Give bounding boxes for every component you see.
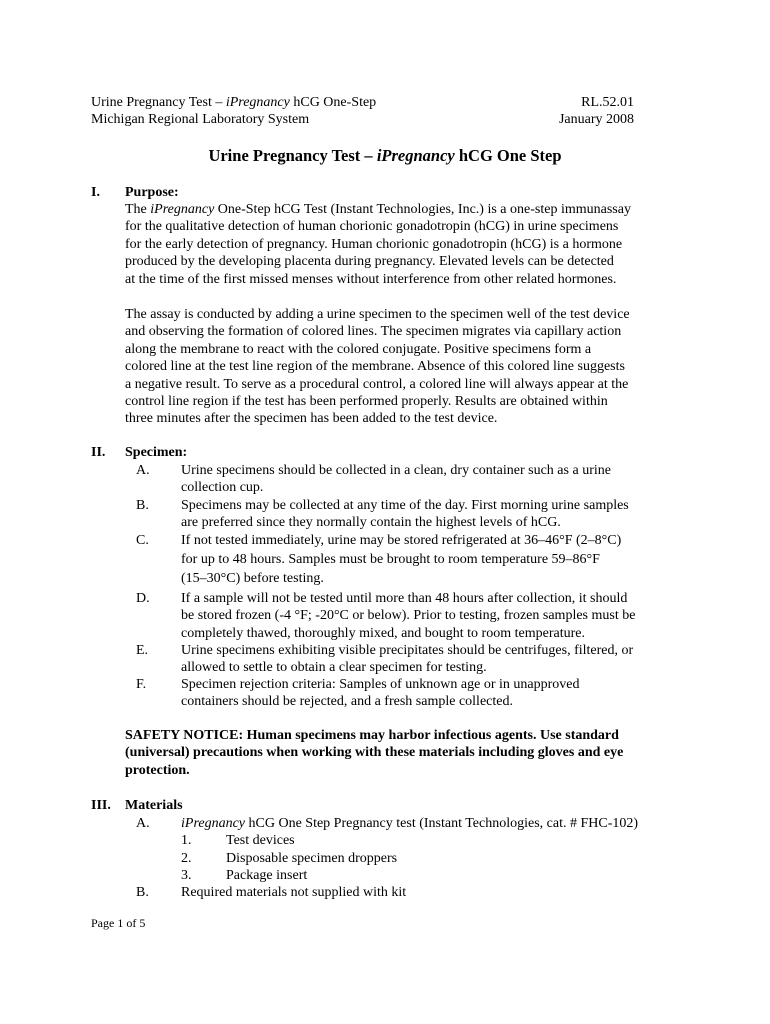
- sub-item-number: 2.: [181, 851, 192, 866]
- section-2-number: II.: [91, 445, 106, 460]
- safety-notice: SAFETY NOTICE: Human specimens may harbor infectious agents. Use standard (universal) precautions when working with these materials including gloves and eye protection.: [125, 728, 624, 778]
- section-3-number: III.: [91, 798, 111, 813]
- purpose-paragraph-2: The assay is conducted by adding a urine specimen to the specimen well of the test device and observing the formation of colored lines. The specimen migrates via capillary action along the membrane to react with the colored conjugate. Positive specimens form a colored line at the test line region of the membrane. Absence of this colored line suggests a negative result. To serve as a procedural control, a colored line will always appear at the control line region if the test has been performed properly. Results are obtained within three minutes after the specimen has been added to the test device.: [125, 307, 630, 427]
- list-item: Urine specimens exhibiting visible precipitates should be centrifuges, filtered, or allowed to settle to obtain a clear specimen for testing.: [181, 643, 634, 676]
- header-date: January 2008: [558, 112, 634, 128]
- sub-item-number: 3.: [181, 868, 192, 883]
- header-doc-title: Urine Pregnancy Test – iPregnancy hCG One-Step: [91, 95, 377, 110]
- sub-item-number: 1.: [181, 833, 192, 848]
- section-3-heading: Materials: [125, 798, 183, 813]
- list-item-letter: E.: [136, 643, 149, 658]
- list-item-letter: D.: [136, 591, 150, 606]
- list-item-letter: B.: [136, 885, 149, 900]
- section-2-heading: Specimen:: [125, 445, 188, 460]
- list-item-letter: A.: [136, 816, 150, 831]
- sub-item: Package insert: [226, 868, 308, 883]
- page-header: [91, 94, 634, 129]
- list-item: iPregnancy hCG One Step Pregnancy test (Instant Technologies, cat. # FHC-102): [181, 816, 639, 831]
- purpose-paragraph-1: The iPregnancy One-Step hCG Test (Instant Technologies, Inc.) is a one-step immunassay for the qualitative detection of human chorionic gonadotropin (hCG) in urine specimens for the early detection of pregnancy. Human chorionic gonadotropin (hCG) is a hormone produced by the developing placenta during pregnancy. Elevated levels can be detected at the time of the first missed menses without interference from other related hormones.: [125, 202, 631, 287]
- list-item-letter: F.: [136, 677, 147, 692]
- page-title: Urine Pregnancy Test – iPregnancy hCG One Step: [208, 146, 562, 165]
- sub-item: Disposable specimen droppers: [226, 851, 398, 866]
- page-number: Page 1 of 5: [91, 916, 146, 930]
- list-item: Required materials not supplied with kit: [181, 885, 407, 900]
- header-doc-id: RL.52.01: [581, 95, 634, 110]
- list-item-letter: A.: [136, 463, 150, 478]
- list-item: If a sample will not be tested until more than 48 hours after collection, it should be stored frozen (-4 °F; -20°C or below). Prior to testing, frozen samples must be completely thawed, thoroughly mixed, and bought to room temperature.: [181, 591, 636, 641]
- list-item: If not tested immediately, urine may be stored refrigerated at 36–46°F (2–8°C) for up to 48 hours. Samples must be brought to room temperature 59–86°F (15–30°C) before testing.: [181, 533, 622, 586]
- list-item: Specimen rejection criteria: Samples of unknown age or in unapproved containers should be rejected, and a fresh sample collected.: [181, 677, 580, 710]
- header-organization: Michigan Regional Laboratory System: [91, 112, 310, 128]
- list-item: Specimens may be collected at any time of the day. First morning urine samples are preferred since they normally contain the highest levels of hCG.: [181, 498, 629, 531]
- sub-item: Test devices: [226, 833, 295, 848]
- list-item-letter: C.: [136, 533, 149, 548]
- list-item: Urine specimens should be collected in a clean, dry container such as a urine collection cup.: [181, 463, 611, 496]
- list-item-letter: B.: [136, 498, 149, 513]
- section-1-heading: Purpose:: [125, 185, 179, 200]
- section-1-number: I.: [91, 185, 100, 200]
